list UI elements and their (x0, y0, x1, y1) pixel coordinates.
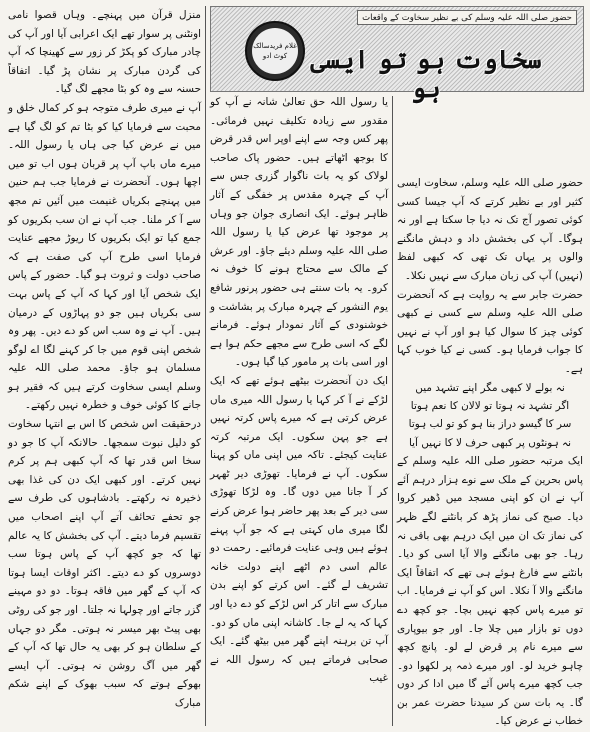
verse-line: سر کا گیسو دراز بنا ہو کو تو لب ہوتا (408, 418, 572, 431)
author-name: غلام فریدسالک (253, 42, 297, 50)
column-divider-right (392, 96, 393, 726)
article-subtitle: حضور صلی اللہ علیہ وسلم کی بے نظیر سخاوت کے واقعات (357, 10, 577, 25)
column-divider-left (205, 6, 206, 726)
verse-line: اگر تشہد نہ ہوتا تو لالان کا نعم ہوتا (410, 399, 570, 412)
paragraph: حضور صلی اللہ علیہ وسلم، سخاوت ایسی کثیر اور بے نظیر کرتے کہ آپ جیسا کسی کوئی تصور آج تک نہ دیا جا سکتا ہے اور نہ ہوگا۔ آپ کی بخشش داد و دہش مانگنے والوں پر یہاں تک تھی کہ کبھی لفظ (نہیں) آپ کی زبان مبارک سے نہیں نکلا۔ (397, 177, 583, 282)
paragraph: آپ نے میری طرف متوجہ ہو کر کمال خلق و محبت سے فرمایا کیا کو بٹا تم کو لگ گیا ہے میں نے عرض کیا جی ہاں یا رسول اللہ۔ میرے ماں باپ آپ پر قربان ہوں اب تو میں اچھا ہوں۔ آنحضرت نے فرمایا جب ہم حنین میں پہنچے بکریاں غنیمت میں آئیں تم مجھ سے آ کر ملنا۔ جب آپ نے ان سب بکریوں کو جمع کیا تو ایک بکریوں کا ریوڑ مجھے عنایت فرمایا اسی طرح آپ کی صفت ہے کہ صاحب دولت و ثروت ہو گیا۔ حضور کے پاس ایک شخص آیا اور کہا کہ آپ کے پاس بہت سی بکریاں ہیں جو دو پہاڑوں کے درمیان ہیں۔ آپ نے وہ سب اس کو دے دیں۔ پھر وہ شخص اپنی قوم میں جا کر کہنے لگا اے لوگو مسلمان ہو جاؤ۔ محمد صلی اللہ علیہ وسلم ایسی سخاوت کرتے ہیں کہ فقیر ہو جانے کا کوئی خوف و خطرہ نہیں رکھتے۔ (8, 101, 201, 412)
column-left (8, 6, 201, 713)
column-right (397, 174, 583, 731)
verse-line: نہ ہونٹوں پر کبھی حرف لا کا نہیں آیا (409, 436, 571, 449)
paragraph: ایک دن آنحضرت بیٹھے ہوئے تھے کہ ایک لڑکے نے آ کر کہا یا رسول اللہ میری ماں عرض کرتی ہے کہ میرے پاس کرتہ نہیں ہے جو پہن سکوں۔ ایک مرتبہ کرتہ عنایت کیجئے۔ تاکہ میں اپنی ماں کو پہنا سکوں۔ آپ نے فرمایا۔ تھوڑی دیر ٹھہر کر آ جانا میں دوں گا۔ وہ لڑکا تھوڑی سی دیر کے بعد پھر حاضر ہوا عرض کرنے لگا میری ماں کہتی ہے کہ جو آپ پہنے ہوئے ہیں وہی عنایت فرمائیے۔ رحمت دو عالم اسی دم اٹھے اپنے دولت خانہ تشریف لے گئے۔ اس کرتے کو اپنے بدن مبارک سے اتار کر اس لڑکے کو دے دیا اور کہا کہ یہ لے جا۔ کاشانہ اپنی ماں کو دو۔ آپ تن برہنہ اپنے گھر میں بیٹھ گئے۔ ایک صحابی فرماتے ہیں کہ رسول اللہ نے غیب (210, 374, 388, 685)
verse-line: نہ بولے لا کبھی مگر اپنے تشہد میں (415, 381, 565, 394)
author-seal-text (252, 28, 298, 74)
paragraph: درحقیقت اس شخص کا اس بے انتہا سخاوت کو دلیل نبوت سمجھا۔ حالانکہ آپ کا جو دو سخا اس قدر تھا کہ آپ کبھی ہم پر کرم نہیں کرتے۔ اور کبھی ایک دن کی غذا بھی ذخیرہ نہ رکھتے۔ بادشاہوں کی طرف سے جو تحفے تحائف آتے آپ اپنے اصحاب میں تقسیم فرما دیتے۔ آپ کی بخشش کا یہ عالم تھا کہ جو کچھ آپ کے پاس ہوتا سب دوسروں کو دے دیتے۔ اکثر اوقات ایسا ہوتا کہ آپ کے گھر میں فاقہ ہوتا۔ دو دو مہینے گزر جاتے اور چولہا نہ جلتا۔ اور جو کی روٹی بھی پیٹ بھر میسر نہ ہوتی۔ مگر دو جہاں کے سلطان ہو کر بھی یہ حال تھا کہ آپ کے گھر میں آگ روشن نہ ہوتی۔ آپ ایسے بھوکے ہوتے کہ سبب بھوک کے اپنے شکم مبارک (8, 418, 201, 709)
verse-block (397, 379, 583, 453)
paragraph: ایک مرتبہ حضور صلی اللہ علیہ وسلم کے پاس بحرین کے ملک سے نوے ہزار درہم آئے آپ نے ان کو اپنی مسجد میں ڈھیر کروا دیا۔ صبح کی نماز پڑھ کر بانٹنے لگے ظہر کی نماز تک ان میں ایک درہم بھی باقی نہ رہا۔ جو بھی مانگنے والا آیا اسی کو دیا۔ بانٹنے سے فارغ ہوئے ہی تھے کہ اتفاقاً ایک مانگنے والا آ نکلا۔ اس کو آپ نے فرمایا۔ اب تو میرے پاس کچھ نہیں بچا۔ جو کچھ دے دوں تو بازار میں چلا جا۔ اور جو بیوپاری سے میرے نام پر قرض لے لو۔ پانچ کچھ چاہو خرید لو۔ اور میرے ذمہ پر لکھوا دو۔ جب کچھ میرے پاس آئے گا میں ادا کر دوں گا۔ یہ بات سن کر سیدنا حضرت عمر بن خطاب نے عرض کیا۔ (397, 455, 583, 728)
author-location: کوٹ ادو (262, 52, 288, 60)
column-middle (210, 93, 388, 688)
author-seal (245, 21, 305, 81)
article-header-banner (210, 6, 584, 103)
article-title: سخاوت ہو تو ایسی ہو (310, 45, 542, 103)
paragraph: منزل قرآن میں پہنچے۔ وہاں قصوا نامی اونٹنی پر سوار تھے ایک اعرابی آیا اور آپ کی چادر مبارک کو پکڑ کر زور سے کھینچا کہ آپ کی گردن مبارک پر نشان پڑ گیا۔ اتفاقاً حسنہ سے وہ کو بٹا مجھے لگ گیا۔ (8, 9, 201, 96)
paragraph: حضرت جابر سے یہ روایت ہے کہ آنحضرت صلی اللہ علیہ وسلم سے کسی نے کبھی کوئی چیز کا سوال کیا ہو اور آپ نے نہیں کا جواب فرمایا ہو۔ کسی نے کیا خوب کہا ہے۔ (397, 288, 583, 375)
paragraph: یا رسول اللہ حق تعالیٰ شانہ نے آپ کو مقدور سے زیادہ تکلیف نہیں فرمائی۔ پھر کس وجہ سے اپنے اوپر اس قدر قرض کا بوجھ اٹھاتے ہیں۔ حضور پاک صاحب لولاک کو یہ بات ناگوار گزری جس سے آپ کے چہرہ مقدس پر خفگی کے آثار ظاہر ہوئے۔ ایک انصاری جوان جو وہاں پر موجود تھا عرض کیا یا رسول اللہ صلی اللہ علیہ وسلم دیئے جاؤ۔ اور عرش کے مالک سے محتاج ہونے کا خوف نہ کرو۔ یہ بات سنتے ہی حضور پرنور شافع یوم النشور کے چہرہ مبارک پر بشاشت و خوشنودی کے آثار نمودار ہوئے۔ فرمانے لگے کہ اسی طرح سے مجھے حکم ہوا ہے اور اسی بات پر مامور کیا گیا ہوں۔ (210, 96, 388, 369)
